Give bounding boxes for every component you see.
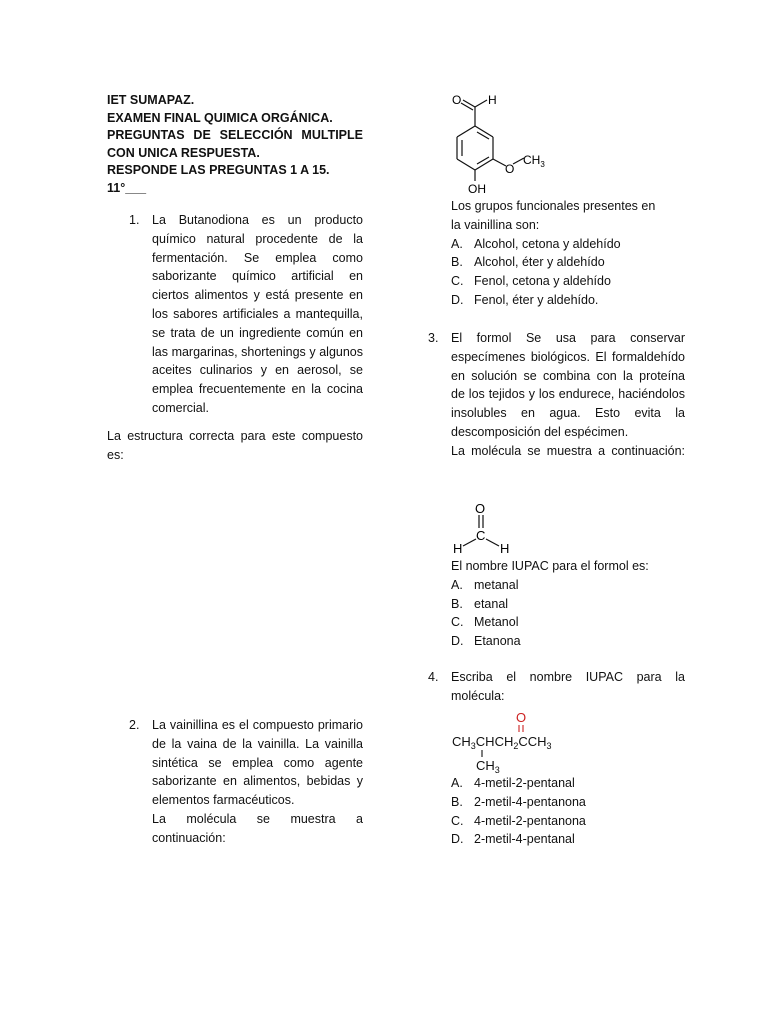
ketone-structure xyxy=(450,708,570,774)
question-lead: La molécula se muestra a continuación: xyxy=(152,811,363,845)
option-a[interactable]: A. metanal xyxy=(451,577,519,592)
question-text: Escriba el nombre IUPAC para la molécula: xyxy=(451,670,685,703)
question-2 xyxy=(107,716,363,848)
branch-methyl-label: $CH_3$ xyxy=(476,758,500,774)
oxygen-label: O xyxy=(475,501,486,516)
option-a[interactable]: A. 4-metil-2-pentanal xyxy=(451,776,575,790)
hydrogen-left-label: H xyxy=(453,541,463,556)
option-b[interactable]: B. etanal xyxy=(451,596,509,611)
hydrogen-right-label: H xyxy=(500,541,510,556)
vanillin-structure xyxy=(440,86,560,198)
formaldehyde-structure xyxy=(448,498,518,558)
ether-oxygen-label: O xyxy=(505,162,515,176)
question-3 xyxy=(428,329,685,461)
option-c[interactable]: C. 4-metil-2-pentanona xyxy=(451,813,586,828)
option-a[interactable]: A. Alcohol, cetona y aldehído xyxy=(451,236,621,251)
question-text: La Butanodiona es un producto químico natural procedente de la fermentación. Se emplea como saborizante químico artificial en ciertos alimentos y está presente en los sabores artificiales a mantequilla, se trata de un ingrediente común en las margarinas, shortenings y algunos aceites culinarios y en aerosol, se emplea frecuentemente en la cocina comercial. xyxy=(152,213,363,415)
question-3-options xyxy=(451,576,662,651)
exam-type: PREGUNTAS DE SELECCIÓN MULTIPLE CON UNICA RESPUESTA. xyxy=(107,128,363,160)
hydrogen-label: H xyxy=(488,93,497,107)
question-1-prompt: La estructura correcta para este compuesto es: xyxy=(107,428,363,462)
option-b[interactable]: B. 2-metil-4-pentanona xyxy=(451,794,586,809)
question-number: 3. xyxy=(428,331,439,345)
option-d[interactable]: D. Etanona xyxy=(451,634,521,649)
carbonyl-oxygen-label: O xyxy=(516,710,527,725)
methyl-label: $CH_3$ xyxy=(523,153,545,169)
question-2-continued xyxy=(451,197,662,310)
question-3-continued xyxy=(451,557,662,651)
option-d[interactable]: D. 2-metil-4-pentanal xyxy=(451,832,575,847)
exam-title: EXAMEN FINAL QUIMICA ORGÁNICA. xyxy=(107,110,333,125)
question-number: 2. xyxy=(129,718,140,732)
question-lead: La molécula se muestra a continuación: xyxy=(451,443,685,458)
question-3-prompt: El nombre IUPAC para el formol es: xyxy=(451,559,649,573)
hydroxyl-label: OH xyxy=(468,182,486,196)
question-text: La vainillina es el compuesto primario de la vaina de la vainilla. La vainilla sintética se emplea como agente saborizante en alimentos, bebidas y elementos farmacéuticos. xyxy=(152,718,363,808)
carbon-label: C xyxy=(476,528,486,543)
question-1 xyxy=(107,211,363,418)
left-column xyxy=(107,92,363,464)
exam-instruction: RESPONDE LAS PREGUNTAS 1 A 15. xyxy=(107,163,330,177)
option-b[interactable]: B. Alcohol, éter y aldehído xyxy=(451,255,605,270)
question-4-options xyxy=(451,774,662,849)
school-name: IET SUMAPAZ. xyxy=(107,93,195,107)
option-d[interactable]: D. Fenol, éter y aldehído. xyxy=(451,292,599,307)
main-chain-label: $CH_3CHCH_2CCH_3$ xyxy=(452,734,552,751)
question-text: El formol Se usa para conservar especímenes biológicos. El formaldehído en solución se combina con la proteína de los tejidos y los endurece, haciéndolos insolubles en agua. Esto evita la descomposición del espécimen. xyxy=(451,331,685,439)
option-c[interactable]: C. Metanol xyxy=(451,615,519,630)
oxygen-label: O xyxy=(452,93,462,107)
question-4 xyxy=(428,668,685,706)
grade-field: 11°___ xyxy=(107,180,147,195)
question-2-prompt: Los grupos funcionales presentes en la vainillina son: xyxy=(451,199,656,232)
question-number: 1. xyxy=(129,213,140,227)
question-2-options xyxy=(451,235,662,310)
option-c[interactable]: C. Fenol, cetona y aldehído xyxy=(451,274,611,289)
question-4-continued xyxy=(451,774,662,849)
question-number: 4. xyxy=(428,670,439,684)
